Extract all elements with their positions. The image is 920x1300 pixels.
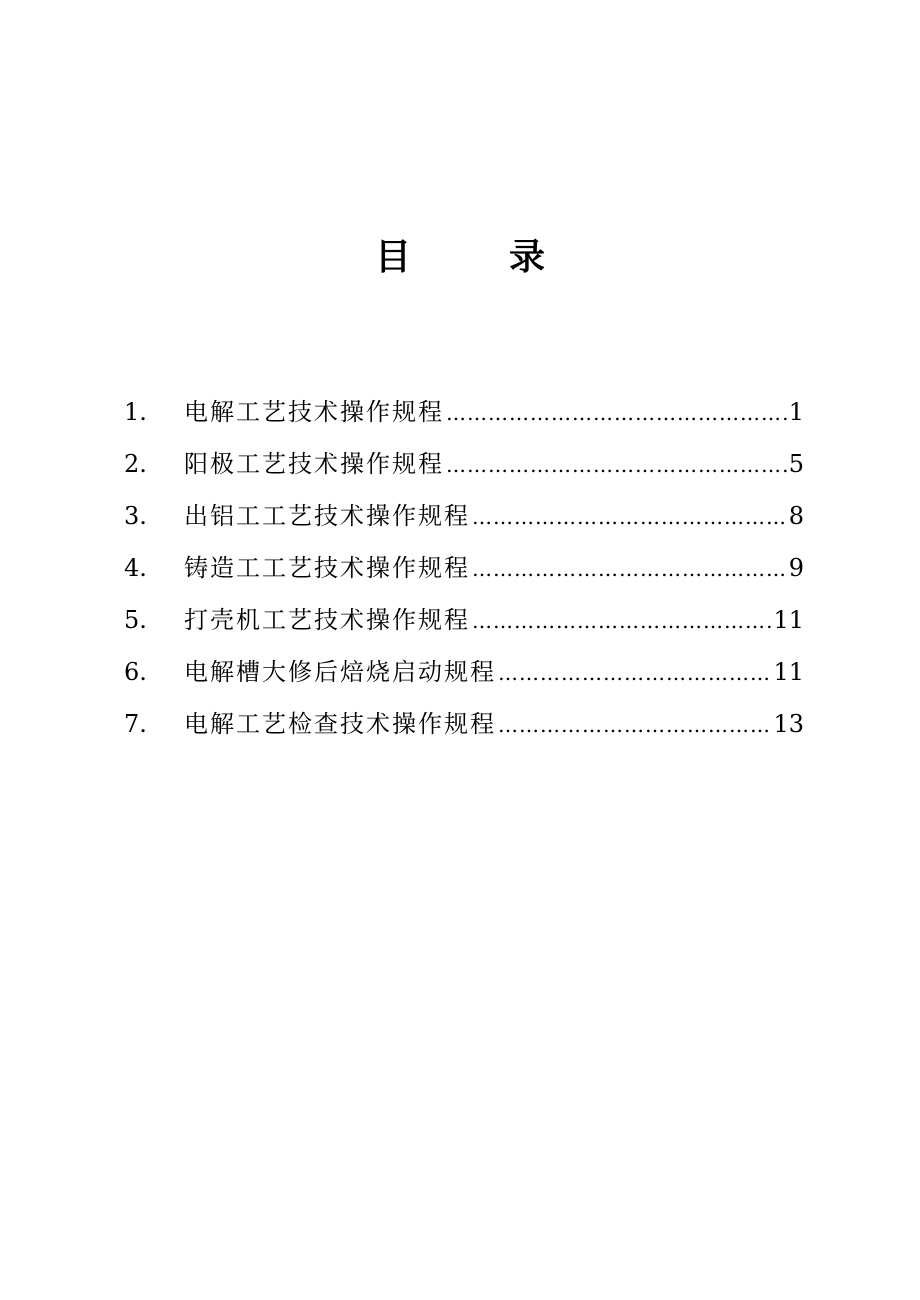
toc-entry-page: 9 [788,554,804,582]
toc-leader-dots [470,491,789,543]
page-title [0,230,920,286]
toc-entry-4[interactable] [124,542,804,594]
toc-entry-title: 电解槽大修后焙烧启动规程 [184,658,496,686]
toc-entry-page: 11 [773,658,804,686]
toc-entry-page: 11 [773,606,804,634]
toc-entry-5[interactable] [124,594,804,646]
toc-leader-dots [444,439,789,491]
toc-entry-2[interactable] [124,438,804,490]
toc-entry-1[interactable] [124,386,804,438]
toc-entry-3[interactable] [124,490,804,542]
toc-entry-title: 电解工艺技术操作规程 [184,398,444,426]
toc-entry-title: 电解工艺检查技术操作规程 [184,710,496,738]
toc-entry-number: 6. [124,658,147,686]
toc-entry-number: 5. [124,606,147,634]
toc-entry-title: 出铝工工艺技术操作规程 [184,502,470,530]
toc-entry-number: 2. [124,450,147,478]
title-char-1: 目 [374,237,411,278]
toc-entry-page: 13 [773,710,804,738]
toc-entry-number: 7. [124,710,147,738]
toc-entry-title: 打壳机工艺技术操作规程 [184,606,470,634]
toc-leader-dots [444,387,789,439]
toc-entry-title: 铸造工工艺技术操作规程 [184,554,470,582]
toc-entry-page: 8 [788,502,804,530]
toc-entry-title: 阳极工艺技术操作规程 [184,450,444,478]
title-char-2: 录 [508,237,545,278]
toc-entry-number: 3. [124,502,147,530]
toc-entry-page: 1 [788,398,804,426]
toc-entry-6[interactable] [124,646,804,698]
toc-entry-number: 1. [124,398,147,426]
toc-leader-dots [496,699,773,751]
toc-entry-page: 5 [788,450,804,478]
toc-leader-dots [496,647,773,699]
toc-entry-7[interactable] [124,698,804,750]
toc-leader-dots [470,595,773,647]
toc-entry-number: 4. [124,554,147,582]
table-of-contents [124,386,804,750]
toc-leader-dots [470,543,789,595]
